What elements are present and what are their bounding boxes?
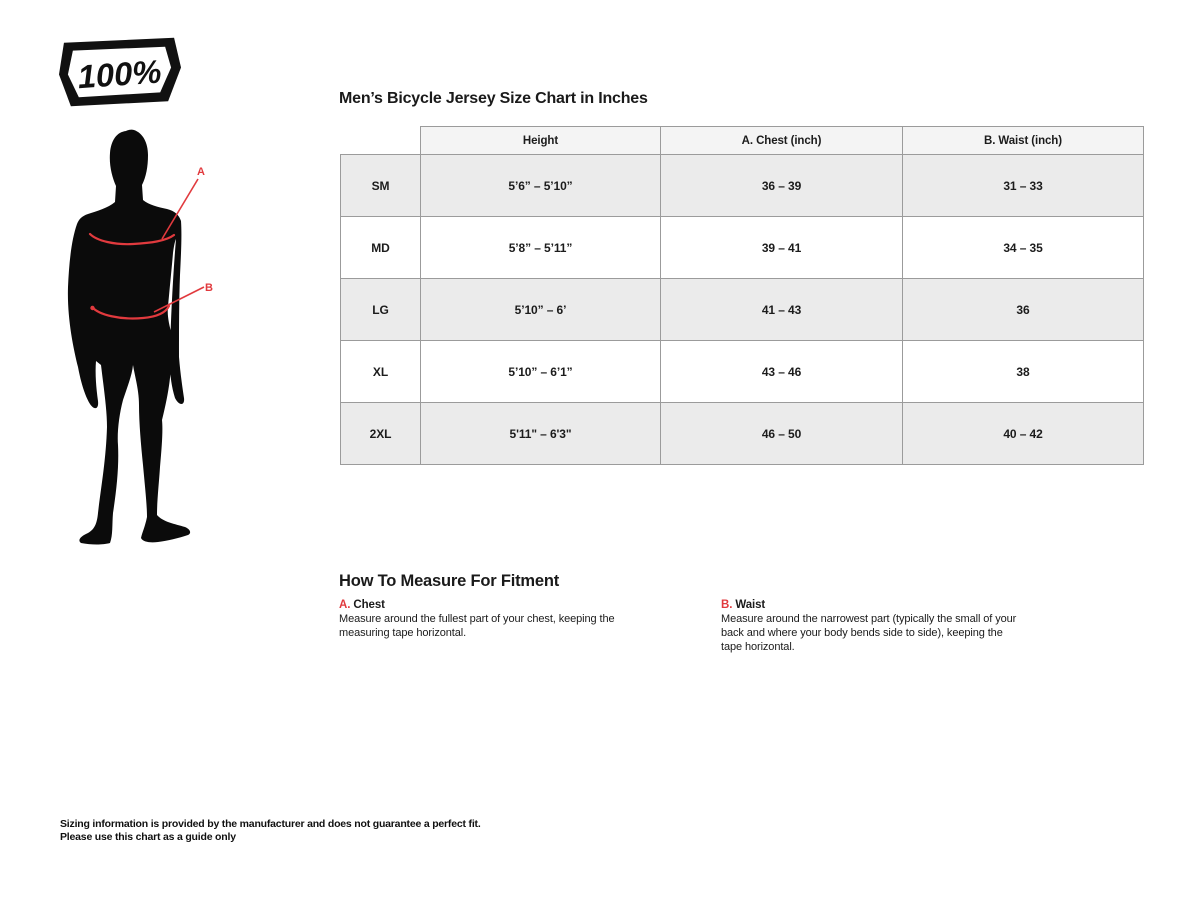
measure-desc-waist: Measure around the narrowest part (typically the small of your back and where your body bends side to side), keeping the tape horizontal. — [721, 613, 1017, 653]
page-title: Men’s Bicycle Jersey Size Chart in Inches — [339, 90, 648, 107]
height-value: 5’10” – 6’ — [421, 279, 661, 341]
measure-item-chest — [339, 598, 639, 640]
table-row-md — [341, 217, 1144, 279]
measure-item-waist — [721, 598, 1021, 654]
size-label: XL — [341, 341, 421, 403]
sizing-disclaimer — [60, 818, 481, 843]
column-header-waist: B. Waist (inch) — [903, 127, 1144, 155]
brand-logo — [58, 33, 182, 111]
table-corner-cell — [341, 127, 421, 155]
measure-name-chest: Chest — [353, 599, 385, 611]
measure-letter-a: A. — [339, 599, 351, 611]
size-label: SM — [341, 155, 421, 217]
chest-value: 39 – 41 — [661, 217, 903, 279]
brand-logo-text: 100% — [76, 52, 163, 96]
height-value: 5’8” – 5’11” — [421, 217, 661, 279]
how-to-measure-heading: How To Measure For Fitment — [339, 572, 560, 590]
body-measurement-figure — [55, 115, 290, 555]
size-label: 2XL — [341, 403, 421, 465]
waist-value: 36 — [903, 279, 1144, 341]
table-row-sm — [341, 155, 1144, 217]
column-header-height: Height — [421, 127, 661, 155]
chest-value: 36 – 39 — [661, 155, 903, 217]
size-label: MD — [341, 217, 421, 279]
chest-label-a: A — [197, 166, 205, 178]
disclaimer-line-1: Sizing information is provided by the manufacturer and does not guarantee a perfect fit. — [60, 818, 481, 830]
size-table — [340, 126, 1144, 465]
table-row-2xl — [341, 403, 1144, 465]
size-label: LG — [341, 279, 421, 341]
measure-item-chest-title — [339, 598, 639, 612]
chest-value: 46 – 50 — [661, 403, 903, 465]
height-value: 5’6” – 5’10” — [421, 155, 661, 217]
table-row-xl — [341, 341, 1144, 403]
chest-value: 43 – 46 — [661, 341, 903, 403]
column-header-chest: A. Chest (inch) — [661, 127, 903, 155]
size-table-header-row — [341, 127, 1144, 155]
waist-value: 40 – 42 — [903, 403, 1144, 465]
waist-value: 38 — [903, 341, 1144, 403]
brand-logo-badge-icon — [58, 33, 182, 111]
waist-label-b: B — [205, 282, 213, 294]
man-silhouette — [68, 130, 190, 545]
measure-name-waist: Waist — [735, 599, 766, 611]
waist-line-end-dot — [90, 306, 94, 310]
chest-value: 41 – 43 — [661, 279, 903, 341]
height-value: 5'11" – 6'3" — [421, 403, 661, 465]
waist-value: 34 – 35 — [903, 217, 1144, 279]
measure-letter-b: B. — [721, 599, 733, 611]
height-value: 5’10” – 6’1” — [421, 341, 661, 403]
measure-item-waist-title — [721, 598, 1021, 612]
disclaimer-line-2: Please use this chart as a guide only — [60, 830, 236, 843]
waist-value: 31 – 33 — [903, 155, 1144, 217]
table-row-lg — [341, 279, 1144, 341]
measure-desc-chest: Measure around the fullest part of your chest, keeping the measuring tape horizontal. — [339, 613, 615, 639]
